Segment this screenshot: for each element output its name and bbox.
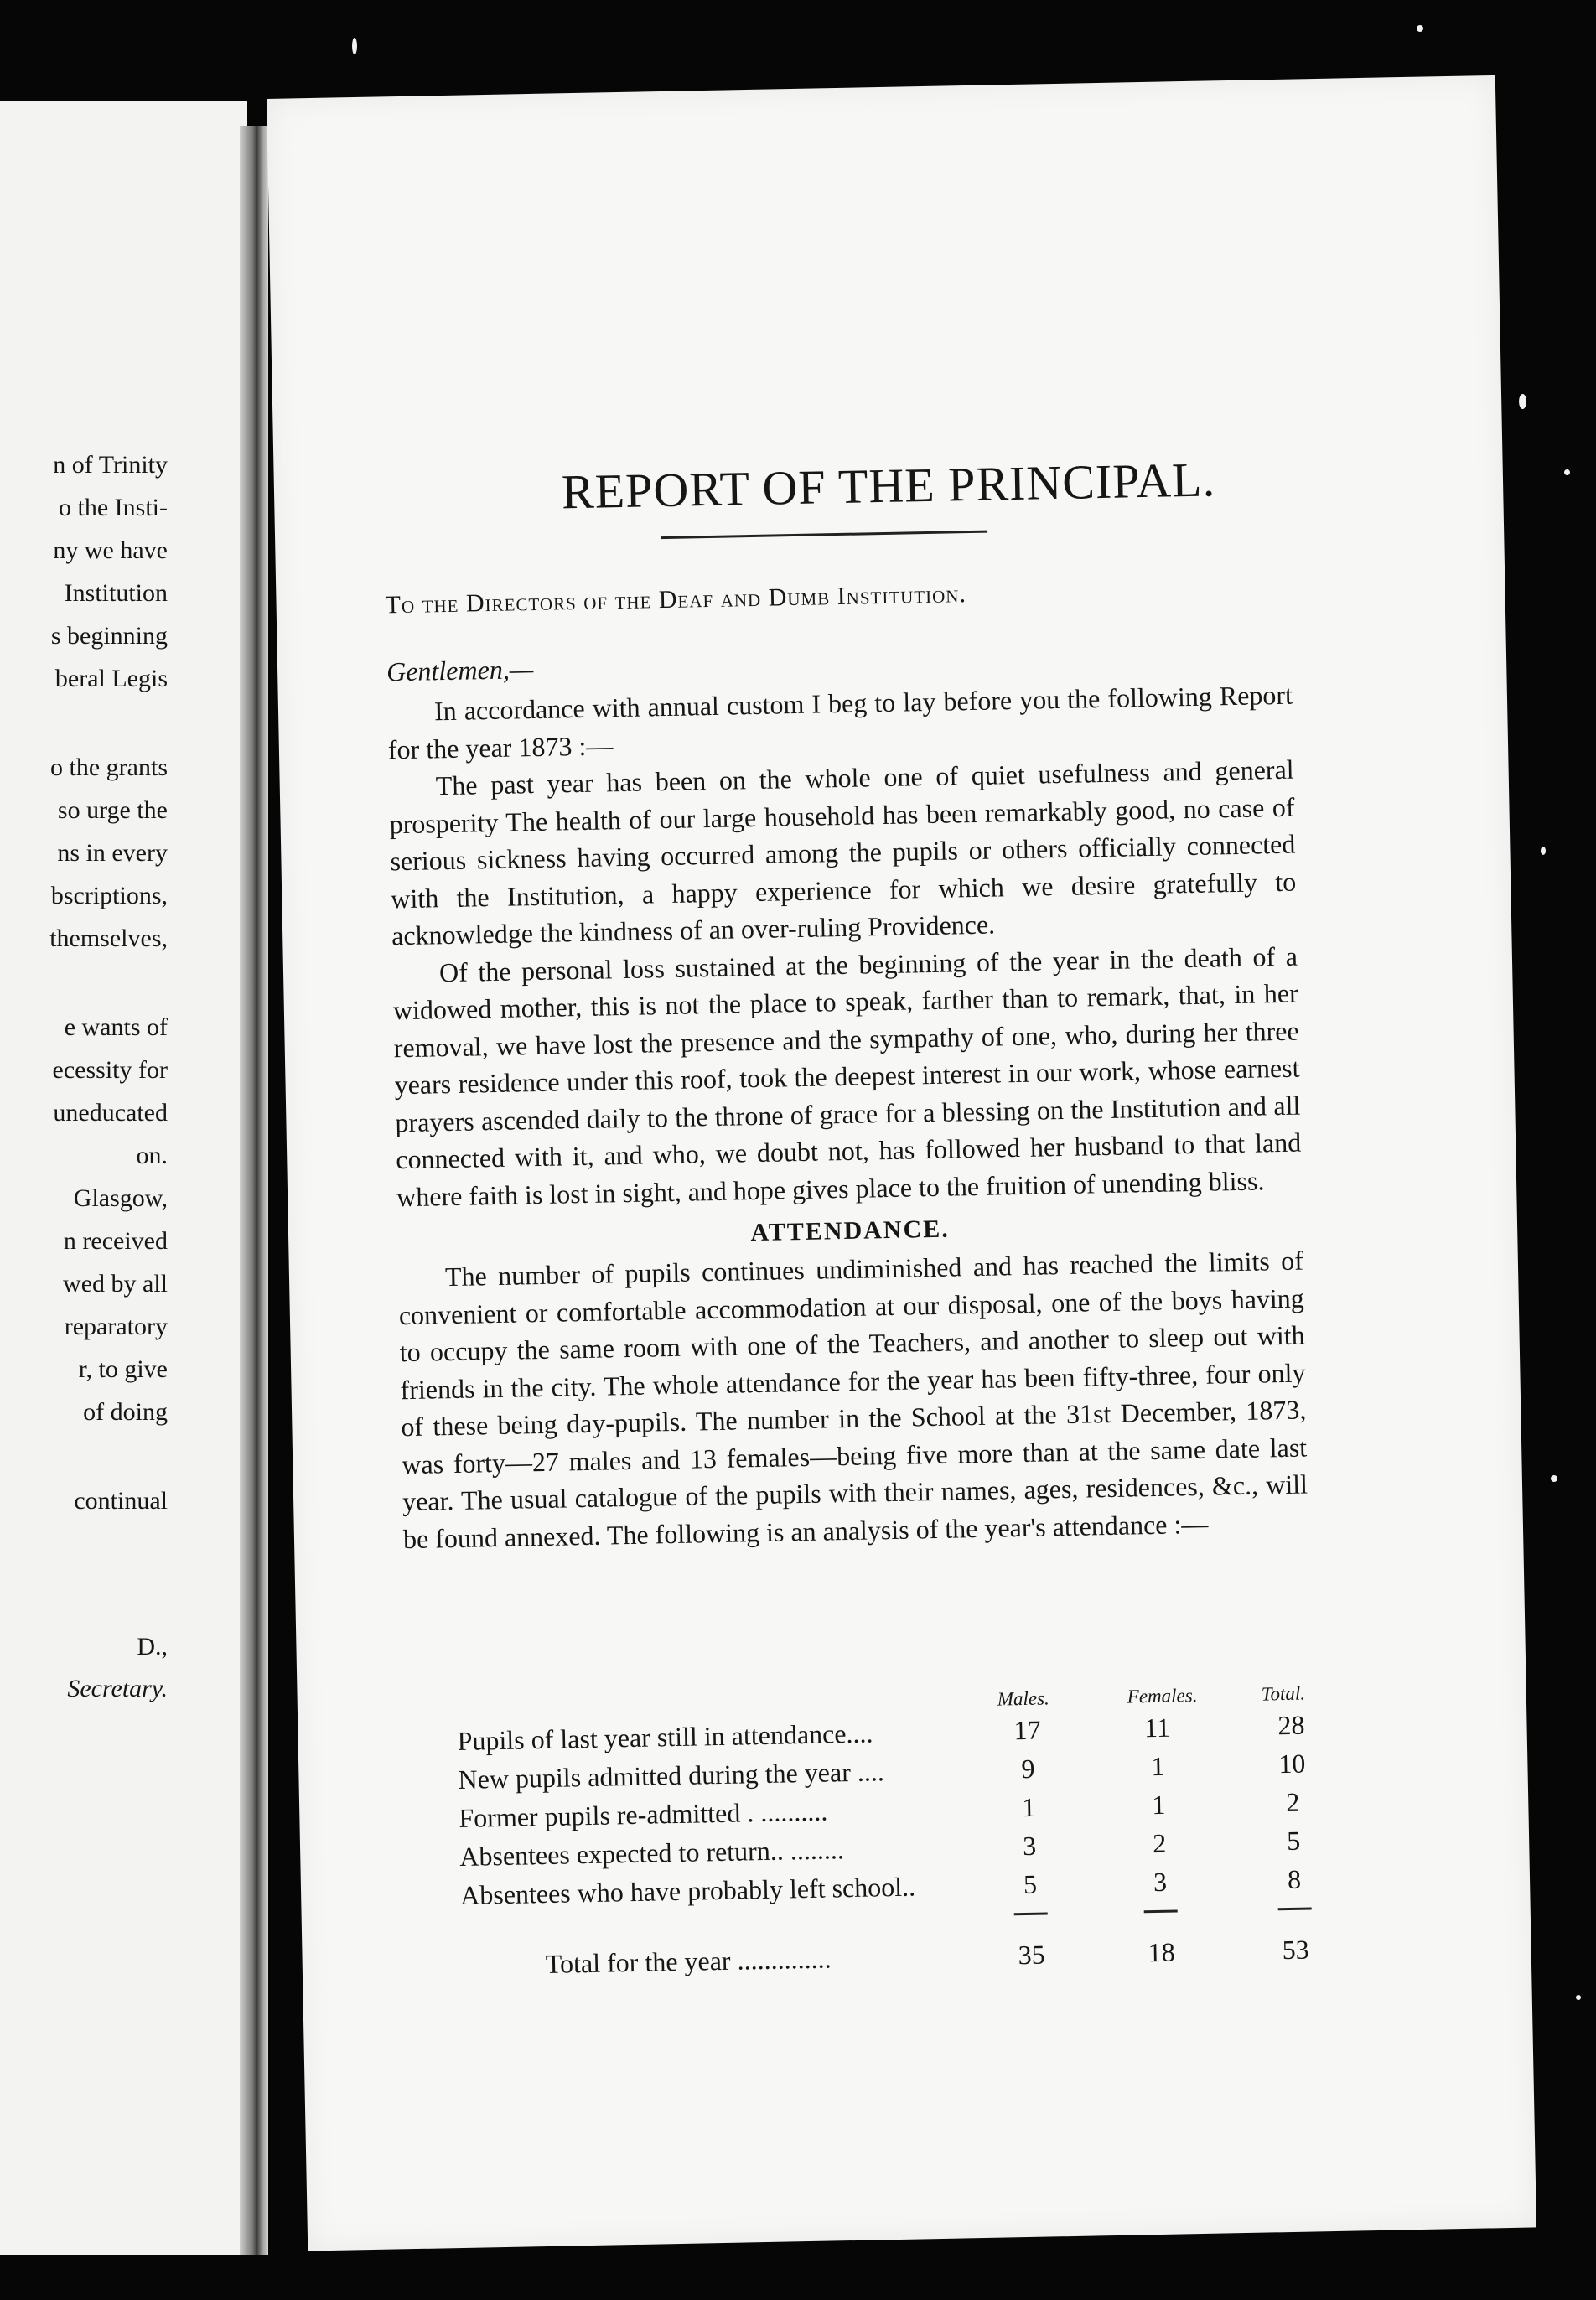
left-line: ny we have [53, 536, 168, 564]
left-line: bscriptions, [50, 882, 168, 909]
left-line: Institution [64, 579, 168, 607]
left-line: r, to give [78, 1355, 168, 1383]
left-line: of doing [83, 1398, 168, 1426]
males-value: 1 [1021, 1791, 1036, 1823]
males-value: 9 [1021, 1753, 1035, 1785]
left-line: beral Legis [54, 665, 168, 692]
left-line: themselves, [49, 925, 168, 952]
title-rule [661, 531, 987, 539]
left-line: so urge the [57, 796, 168, 824]
report-body [387, 676, 1309, 1558]
females-value: 2 [1152, 1827, 1167, 1859]
total-value: 28 [1277, 1709, 1305, 1741]
dust-speck [1551, 1475, 1557, 1482]
females-value: 1 [1151, 1789, 1166, 1821]
males-total: 35 [1018, 1939, 1046, 1971]
grand-total: 53 [1282, 1934, 1309, 1966]
left-line-gap [0, 961, 168, 1007]
row-label: Absentees who have probably left school.. [459, 1871, 916, 1910]
left-line: o the Insti- [59, 494, 168, 521]
total-value: 5 [1286, 1825, 1301, 1857]
left-line: o the grants [50, 754, 168, 781]
sum-rule [1278, 1907, 1312, 1910]
paragraph: In accordance with annual custom I beg to lay before you the following Report for the year 1873 :— [387, 679, 1293, 764]
sum-rule [1014, 1913, 1048, 1916]
males-value: 5 [1023, 1868, 1038, 1900]
left-page-text [0, 444, 168, 1523]
signature-title: Secretary. [67, 1675, 168, 1702]
left-page-signature [0, 1626, 168, 1710]
row-label: Former pupils re-admitted . .......... [459, 1795, 828, 1833]
total-value: 10 [1278, 1748, 1306, 1779]
column-header-males: Males. [997, 1687, 1050, 1710]
males-value: 3 [1022, 1830, 1037, 1862]
left-line-gap [0, 701, 168, 747]
dust-speck [1519, 394, 1526, 409]
left-line: n received [63, 1227, 168, 1255]
row-label: Absentees expected to return.. ........ [459, 1834, 845, 1872]
left-line: Glasgow, [73, 1184, 168, 1212]
row-label: Pupils of last year still in attendance.... [457, 1717, 873, 1756]
left-line: e wants of [64, 1013, 168, 1041]
sum-rule [1144, 1910, 1178, 1914]
attendance-table [407, 1676, 1326, 1990]
left-line: n of Trinity [53, 451, 168, 479]
left-line: uneducated [53, 1099, 168, 1127]
attendance-paragraph: The number of pupils continues undiminished and has reached the limits of convenient or comfortable accommodation at our disposal, one of the boys having to occupy the same room with one of the Teachers, and another to sleep out with friends in the city. The whole attendance for the year has been fifty-three, four only of these being day-pupils. The number in the School at the 31st December, 1873, was forty—27 males and 13 females—being five more than at the same date last year. The usual catalogue of the pupils with their names, ages, residences, &c., will be found annexed. The following is an analysis of the year's attendance :— [398, 1245, 1308, 1554]
left-line: on. [136, 1142, 168, 1169]
paragraph: Of the personal loss sustained at the beginning of the year in the death of a widowed mother, this is not the place to speak, farther than to remark, that, in her removal, we have lost the presence and the sympathy of one, who, during her three years residence under this roof, took the deepest interest in our work, whose earnest prayers ascended daily to the throne of grace for a blessing on the Institution and all connected with it, and who, we doubt not, has followed her husband to that land where faith is lost in sight, and hope gives place to the fruition of unending bliss. [392, 940, 1302, 1212]
dust-speck [352, 38, 357, 54]
dust-speck [1564, 469, 1570, 475]
left-line: s beginning [50, 622, 168, 650]
males-value: 17 [1013, 1714, 1041, 1746]
column-header-females: Females. [1127, 1685, 1198, 1707]
left-line: ns in every [57, 839, 168, 867]
left-line-gap [0, 1434, 168, 1480]
dust-speck [1541, 847, 1546, 855]
left-facing-page [0, 101, 247, 2255]
left-line: ecessity for [52, 1056, 168, 1084]
females-value: 1 [1151, 1750, 1165, 1782]
left-line: continual [74, 1487, 168, 1515]
column-header-total: Total. [1261, 1682, 1306, 1705]
report-page [267, 75, 1536, 2251]
females-value: 3 [1153, 1866, 1168, 1898]
paragraph: The past year has been on the whole one of quiet usefulness and general prosperity The health of our large household has been remarkably good, no case of serious sickness having occurred among the pupils or others officially connected with the Institution, a happy experience for which we desire gratefully to acknowledge the kindness of an over-ruling Providence. [389, 754, 1297, 951]
report-title: REPORT OF THE PRINCIPAL. [561, 452, 1216, 520]
total-value: 8 [1287, 1863, 1302, 1895]
addressee: To the Directors of the Deaf and Dumb Institution. [385, 580, 967, 619]
book-gutter [240, 126, 268, 2255]
females-value: 11 [1143, 1712, 1171, 1743]
left-line: reparatory [64, 1313, 168, 1340]
attendance-heading: ATTENDANCE. [750, 1215, 951, 1247]
total-row-label: Total for the year .............. [545, 1943, 832, 1980]
table-total-row [411, 1934, 1325, 1990]
row-label: New pupils admitted during the year .... [458, 1756, 885, 1795]
dust-speck [1576, 1995, 1581, 2000]
left-line: wed by all [63, 1270, 168, 1298]
total-value: 2 [1285, 1786, 1300, 1818]
females-total: 18 [1148, 1936, 1175, 1968]
dust-speck [1417, 25, 1423, 32]
signature-initials: D., [137, 1633, 168, 1660]
salutation: Gentlemen,— [386, 654, 534, 687]
